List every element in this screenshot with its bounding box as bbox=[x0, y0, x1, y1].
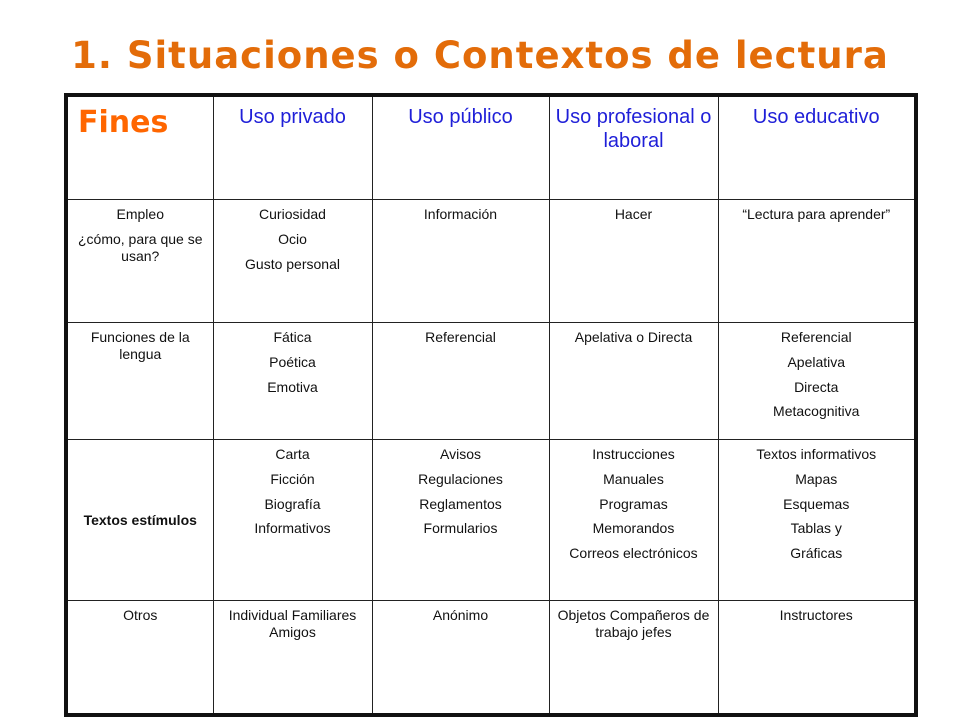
header-uso-privado: Uso privado bbox=[213, 95, 372, 200]
cell-line: “Lectura para aprender” bbox=[742, 206, 891, 222]
header-uso-educativo: Uso educativo bbox=[718, 95, 916, 200]
row-label-funciones bbox=[66, 323, 213, 440]
cell-line: Fática bbox=[273, 329, 312, 345]
table-header-row bbox=[66, 95, 916, 200]
row-label-empleo bbox=[66, 200, 213, 323]
cell-line: Mapas bbox=[795, 470, 838, 487]
cell-funciones-privado bbox=[213, 323, 372, 440]
cell-empleo-privado bbox=[213, 200, 372, 323]
row-label-otros bbox=[66, 601, 213, 716]
cell-line: Manuales bbox=[603, 470, 664, 487]
cell-funciones-publico bbox=[372, 323, 549, 440]
cell-line: Programas bbox=[599, 495, 668, 512]
cell-line: Individual Familiares Amigos bbox=[228, 607, 357, 640]
cell-line: Empleo bbox=[116, 206, 164, 222]
cell-line: Poética bbox=[269, 353, 316, 370]
cell-line: Apelativa bbox=[787, 353, 846, 370]
cell-line: Directa bbox=[794, 378, 839, 395]
reading-contexts-table bbox=[64, 93, 918, 717]
cell-line: Instrucciones bbox=[592, 446, 675, 462]
cell-line: Textos informativos bbox=[756, 446, 877, 462]
cell-empleo-educativo bbox=[718, 200, 916, 323]
table-row-otros bbox=[66, 601, 916, 716]
cell-line: Otros bbox=[123, 607, 158, 623]
cell-otros-profesional bbox=[549, 601, 718, 716]
cell-line: Emotiva bbox=[267, 378, 318, 395]
cell-line: Memorandos bbox=[592, 520, 675, 537]
cell-textos-publico bbox=[372, 440, 549, 601]
cell-line: Funciones de la lengua bbox=[90, 329, 190, 362]
cell-line: Anónimo bbox=[432, 607, 489, 623]
cell-otros-publico bbox=[372, 601, 549, 716]
cell-line: Objetos Compañeros de trabajo jefes bbox=[557, 607, 710, 640]
cell-funciones-profesional bbox=[549, 323, 718, 440]
slide-title: 1. Situaciones o Contextos de lectura bbox=[71, 34, 889, 77]
cell-line: Información bbox=[423, 206, 498, 222]
cell-line: Esquemas bbox=[783, 495, 850, 512]
header-fines: Fines bbox=[66, 95, 213, 200]
cell-textos-educativo bbox=[718, 440, 916, 601]
cell-line: Biografía bbox=[264, 495, 321, 512]
cell-textos-privado bbox=[213, 440, 372, 601]
cell-line: Reglamentos bbox=[419, 495, 502, 512]
cell-line: Referencial bbox=[780, 329, 852, 345]
cell-line: Gráficas bbox=[790, 545, 843, 562]
cell-line: Carta bbox=[275, 446, 310, 462]
cell-empleo-publico bbox=[372, 200, 549, 323]
cell-line: Apelativa o Directa bbox=[574, 329, 693, 345]
row-label-textos bbox=[66, 440, 213, 601]
cell-line: Instructores bbox=[779, 607, 853, 623]
table-row-funciones bbox=[66, 323, 916, 440]
cell-line: Regulaciones bbox=[418, 470, 503, 487]
cell-line: Gusto personal bbox=[245, 255, 340, 272]
cell-line: Informativos bbox=[254, 520, 331, 537]
header-uso-profesional: Uso profesional o laboral bbox=[549, 95, 718, 200]
table-row-empleo bbox=[66, 200, 916, 323]
cell-textos-profesional bbox=[549, 440, 718, 601]
cell-line: Avisos bbox=[440, 446, 481, 462]
cell-funciones-educativo bbox=[718, 323, 916, 440]
cell-line: Referencial bbox=[425, 329, 496, 345]
cell-otros-privado bbox=[213, 601, 372, 716]
header-uso-publico: Uso público bbox=[372, 95, 549, 200]
cell-line: Metacognitiva bbox=[773, 403, 860, 420]
cell-otros-educativo bbox=[718, 601, 916, 716]
cell-empleo-profesional bbox=[549, 200, 718, 323]
cell-line: ¿cómo, para que se usan? bbox=[77, 230, 203, 264]
cell-line: Hacer bbox=[614, 206, 653, 222]
cell-line: Ficción bbox=[270, 470, 315, 487]
cell-line: Formularios bbox=[423, 520, 498, 537]
cell-line: Textos estímulos bbox=[83, 511, 197, 528]
cell-line: Ocio bbox=[278, 230, 307, 247]
cell-line: Curiosidad bbox=[259, 206, 326, 222]
table-row-textos bbox=[66, 440, 916, 601]
cell-line: Correos electrónicos bbox=[569, 545, 698, 562]
cell-line: Tablas y bbox=[790, 520, 842, 537]
